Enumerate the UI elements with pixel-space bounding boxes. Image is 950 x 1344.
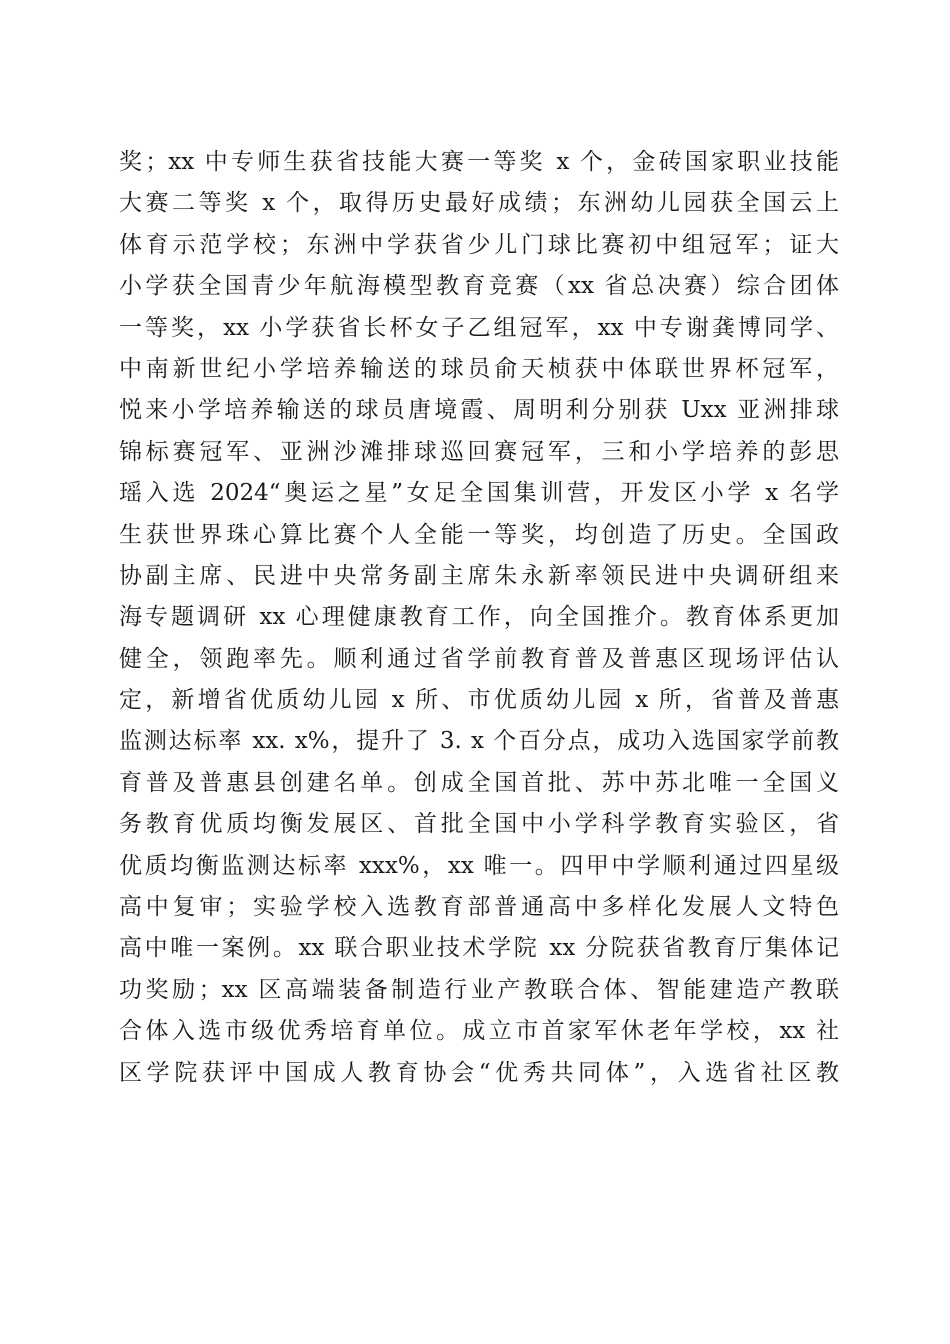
text-line: 高中复审；实验学校入选教育部普通高中多样化发展人文特色 [119, 894, 839, 921]
text-line: 健全，领跑率先。顺利通过省学前教育普及普惠区现场评估认 [119, 645, 839, 672]
text-line: 优质均衡监测达标率 xxx%，xx 唯一。四甲中学顺利通过四星级 [119, 852, 839, 879]
text-line: 大赛二等奖 x 个，取得历史最好成绩；东洲幼儿园获全国云上 [119, 190, 839, 217]
text-line: 瑶入选 2024“奥运之星”女足全国集训营，开发区小学 x 名学 [119, 480, 839, 507]
text-line: 区学院获评中国成人教育协会“优秀共同体”，入选省社区教 [119, 1059, 839, 1086]
text-line: 监测达标率 xx. x%，提升了 3. x 个百分点，成功入选国家学前教 [119, 728, 839, 755]
text-line: 体育示范学校；东洲中学获省少儿门球比赛初中组冠军；证大 [119, 231, 839, 258]
text-line: 悦来小学培养输送的球员唐境霞、周明利分别获 Uxx 亚洲排球 [119, 397, 839, 424]
text-line: 育普及普惠县创建名单。创成全国首批、苏中苏北唯一全国义 [119, 769, 839, 796]
text-line: 功奖励；xx 区高端装备制造行业产教联合体、智能建造产教联 [119, 976, 839, 1003]
body-text [119, 142, 839, 1094]
text-line: 一等奖，xx 小学获省长杯女子乙组冠军，xx 中专谢龚博同学、 [119, 314, 839, 341]
text-line: 高中唯一案例。xx 联合职业技术学院 xx 分院获省教育厅集体记 [119, 935, 839, 962]
text-line: 生获世界珠心算比赛个人全能一等奖，均创造了历史。全国政 [119, 521, 839, 548]
text-line: 锦标赛冠军、亚洲沙滩排球巡回赛冠军，三和小学培养的彭思 [119, 438, 839, 465]
text-line: 务教育优质均衡发展区、首批全国中小学科学教育实验区，省 [119, 811, 839, 838]
text-line: 中南新世纪小学培养输送的球员俞天桢获中体联世界杯冠军， [119, 355, 839, 382]
text-line: 协副主席、民进中央常务副主席朱永新率领民进中央调研组来 [119, 562, 839, 589]
text-line: 奖；xx 中专师生获省技能大赛一等奖 x 个，金砖国家职业技能 [119, 149, 839, 175]
text-line: 海专题调研 xx 心理健康教育工作，向全国推介。教育体系更加 [119, 604, 839, 631]
text-line: 定，新增省优质幼儿园 x 所、市优质幼儿园 x 所，省普及普惠 [119, 687, 839, 714]
text-line: 小学获全国青少年航海模型教育竞赛（xx 省总决赛）综合团体 [119, 273, 839, 300]
text-line: 合体入选市级优秀培育单位。成立市首家军休老年学校，xx 社 [119, 1018, 839, 1045]
